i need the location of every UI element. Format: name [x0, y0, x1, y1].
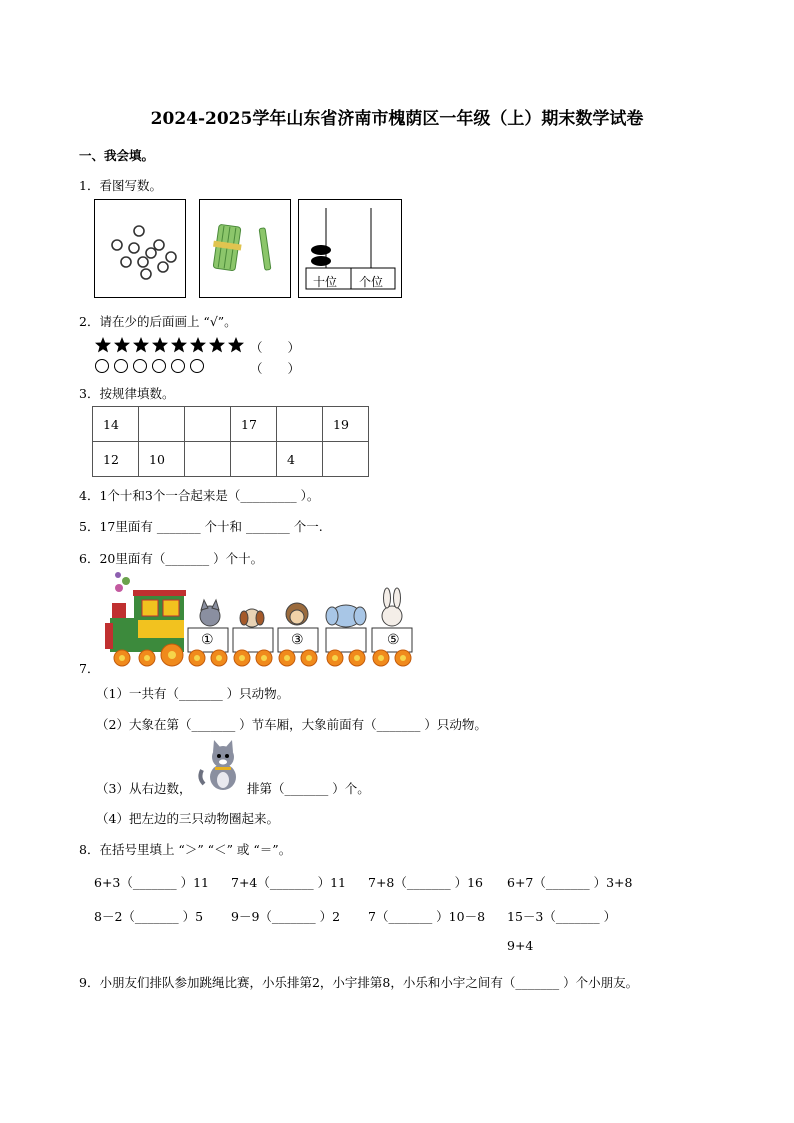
table-cell: 14 [93, 407, 139, 442]
circles-row [94, 358, 212, 374]
question-1: 1．看图写数。 [79, 178, 162, 193]
compare-item-continuation: 9+4 [507, 938, 534, 953]
question-7-part-3-start: （3）从右边数， [96, 781, 192, 796]
question-9: 9．小朋友们排队参加跳绳比赛，小乐排第2，小宇排第8，小乐和小宇之间有（_______ ）个小朋友。 [79, 975, 639, 990]
compare-item: 8－2（_______ ）5 [94, 909, 204, 924]
compare-item: 15－3（_______ ） [507, 909, 617, 924]
table-cell: 17 [231, 407, 277, 442]
table-row [93, 442, 369, 477]
animal-train-figure [100, 570, 420, 670]
table-cell: 4 [277, 442, 323, 477]
table-cell[interactable] [185, 442, 231, 477]
stars-answer-paren[interactable]: （ ） [250, 340, 301, 355]
dots-picture-box [94, 199, 186, 298]
question-7-number: 7． [79, 661, 100, 676]
table-cell: 12 [93, 442, 139, 477]
question-4: 4．1个十和3个一合起来是（_________ ）。 [79, 488, 320, 503]
cat-icon [196, 740, 246, 792]
question-7-part-2: （2）大象在第（_______ ）节车厢，大象前面有（_______ ）只动物。 [96, 717, 487, 732]
table-row [93, 407, 369, 442]
compare-item: 7+4（_______ ）11 [231, 875, 347, 890]
table-cell[interactable] [231, 442, 277, 477]
compare-item: 7+8（_______ ）16 [368, 875, 484, 890]
ones-place-label: 个位 [359, 275, 384, 289]
question-7-part-4: （4）把左边的三只动物圈起来。 [96, 811, 279, 826]
sticks-picture-box [199, 199, 291, 298]
question-5: 5．17里面有 _______ 个十和 _______ 个一. [79, 519, 323, 534]
question-7-part-1: （1）一共有（_______ ）只动物。 [96, 686, 290, 701]
table-cell[interactable] [323, 442, 369, 477]
black-stars-row [94, 336, 246, 354]
car-number-1: ① [201, 632, 214, 648]
compare-item: 6+3（_______ ）11 [94, 875, 210, 890]
compare-item: 6+7（_______ ）3+8 [507, 875, 633, 890]
question-7-part-3-end: 排第（_______ ）个。 [247, 781, 370, 796]
table-cell[interactable] [139, 407, 185, 442]
compare-item: 9－9（_______ ）2 [231, 909, 341, 924]
car-number-5: ⑤ [387, 632, 400, 648]
page-title: 2024-2025学年山东省济南市槐荫区一年级（上）期末数学试卷 [150, 109, 644, 129]
question-2: 2．请在少的后面画上 “√”。 [79, 314, 237, 329]
section-heading: 一、我会填。 [79, 148, 155, 163]
car-number-3: ③ [291, 632, 304, 648]
table-cell[interactable] [277, 407, 323, 442]
table-cell: 10 [139, 442, 185, 477]
question-6: 6．20里面有（_______ ）个十。 [79, 551, 264, 566]
abacus-box [298, 199, 402, 298]
compare-item: 7（_______ ）10－8 [368, 909, 486, 924]
tens-place-label: 十位 [313, 275, 338, 289]
sticks-bundle-figure [200, 200, 290, 297]
pattern-number-table [92, 406, 369, 477]
question-3: 3．按规律填数。 [79, 386, 175, 401]
question-8: 8．在括号里填上 “＞” “＜” 或 “＝”。 [79, 842, 292, 857]
ten-dots-figure [95, 200, 185, 297]
table-cell: 19 [323, 407, 369, 442]
circles-answer-paren[interactable]: （ ） [250, 361, 301, 376]
table-cell[interactable] [185, 407, 231, 442]
